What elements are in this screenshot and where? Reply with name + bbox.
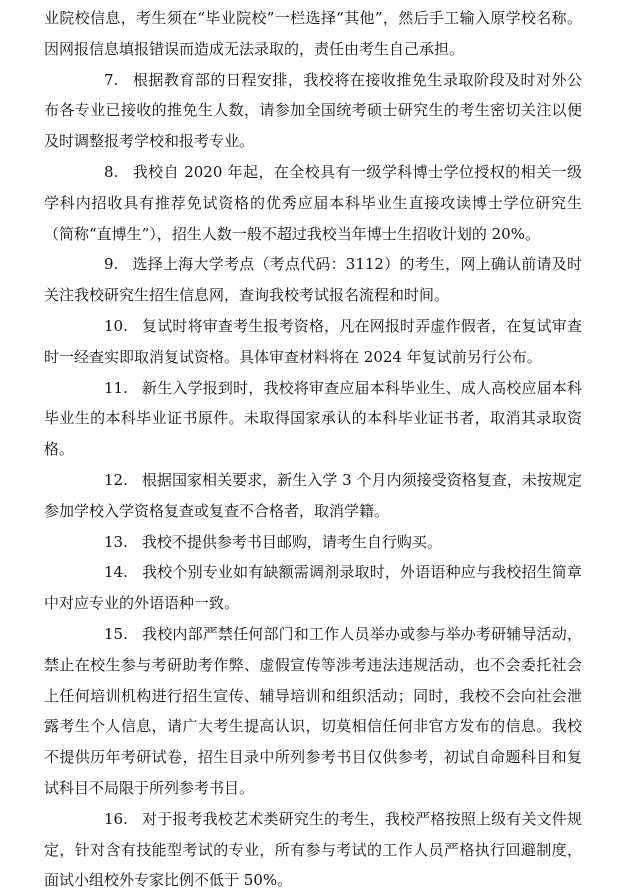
paragraph-text: 根据教育部的日程安排，我校将在接收推免生录取阶段及时对外公布各专业已接收的推免生人数，请参加全国统考硕士研究生的考生密切关注以便及时调整报考学校和报考专业。 — [44, 70, 582, 151]
paragraph-item-11 — [44, 373, 582, 465]
paragraph-text: 我校自 2020 年起，在全校具有一级学科博士学位授权的相关一级学科内招收具有推荐免试资格的优秀应届本科毕业生直接攻读博士学位研究生（简称“直博生”），招生人数一般不超过我校当年博士生招收计划的 20%。 — [44, 162, 582, 243]
paragraph-text: 我校内部严禁任何部门和工作人员举办或参与举办考研辅导活动，禁止在校生参与考研助考作弊、虚假宣传等涉考违法违规活动，也不会委托社会上任何培训机构进行招生宣传、辅导培训和组织活动；同时，我校不会向社会泄露考生个人信息，请广大考生提高认识，切莫相信任何非官方发布的信息。我校不提供历年考研试卷，招生目录中所列参考书目仅供参考，初试自命题科目和复试科目不局限于所列参考书目。 — [44, 624, 582, 797]
paragraph-item-8 — [44, 157, 582, 249]
paragraph-text: 我校个别专业如有缺额需调剂录取时，外语语种应与我校招生简章中对应专业的外语语种一致。 — [44, 563, 582, 613]
paragraph-text: 我校不提供参考书目邮购，请考生自行购买。 — [141, 532, 442, 551]
paragraph-item-13 — [44, 527, 582, 558]
paragraph-item-7 — [44, 65, 582, 157]
paragraph-item-10 — [44, 311, 582, 373]
paragraph-text: 业院校信息，考生须在“毕业院校”一栏选择“其他”，然后手工输入原学校名称。因网报信息填报错误而造成无法录取的，责任由考生自己承担。 — [44, 9, 582, 58]
paragraph-item-12 — [44, 465, 582, 527]
paragraph-number: 15. — [104, 624, 128, 643]
paragraph-item-9 — [44, 249, 582, 311]
paragraph-number: 11. — [104, 378, 128, 397]
paragraph-text: 新生入学报到时，我校将审查应届本科毕业生、成人高校应届本科毕业生的本科毕业证书原件。未取得国家承认的本科毕业证书者，取消其录取资格。 — [44, 378, 582, 459]
paragraph-number: 8. — [104, 162, 119, 181]
paragraph-number: 14. — [104, 563, 128, 582]
paragraph-text: 选择上海大学考点（考点代码：3112）的考生，网上确认前请及时关注我校研究生招生信息网，查询我校考试报名流程和时间。 — [44, 255, 582, 305]
paragraph-number: 7. — [104, 70, 119, 89]
paragraph-text: 根据国家相关要求，新生入学 3 个月内须接受资格复查，未按规定参加学校入学资格复查或复查不合格者，取消学籍。 — [44, 470, 582, 520]
paragraph-text: 复试时将审查考生报考资格，凡在网报时弄虚作假者，在复试审查时一经查实即取消复试资格。具体审查材料将在 2024 年复试前另行公布。 — [44, 316, 582, 366]
paragraph-text: 对于报考我校艺术类研究生的考生，我校严格按照上级有关文件规定，针对含有技能型考试的专业，所有参与考试的工作人员严格执行回避制度，面试小组校外专家比例不低于 50%。 — [44, 809, 582, 890]
paragraph-item-15 — [44, 619, 582, 804]
paragraph-continuation — [44, 3, 582, 65]
paragraph-item-16 — [44, 804, 582, 896]
paragraph-number: 13. — [104, 532, 128, 551]
paragraph-number: 12. — [104, 470, 128, 489]
paragraph-number: 16. — [104, 809, 128, 828]
paragraph-number: 10. — [104, 316, 128, 335]
paragraph-item-14 — [44, 557, 582, 619]
paragraph-number: 9. — [104, 255, 119, 274]
